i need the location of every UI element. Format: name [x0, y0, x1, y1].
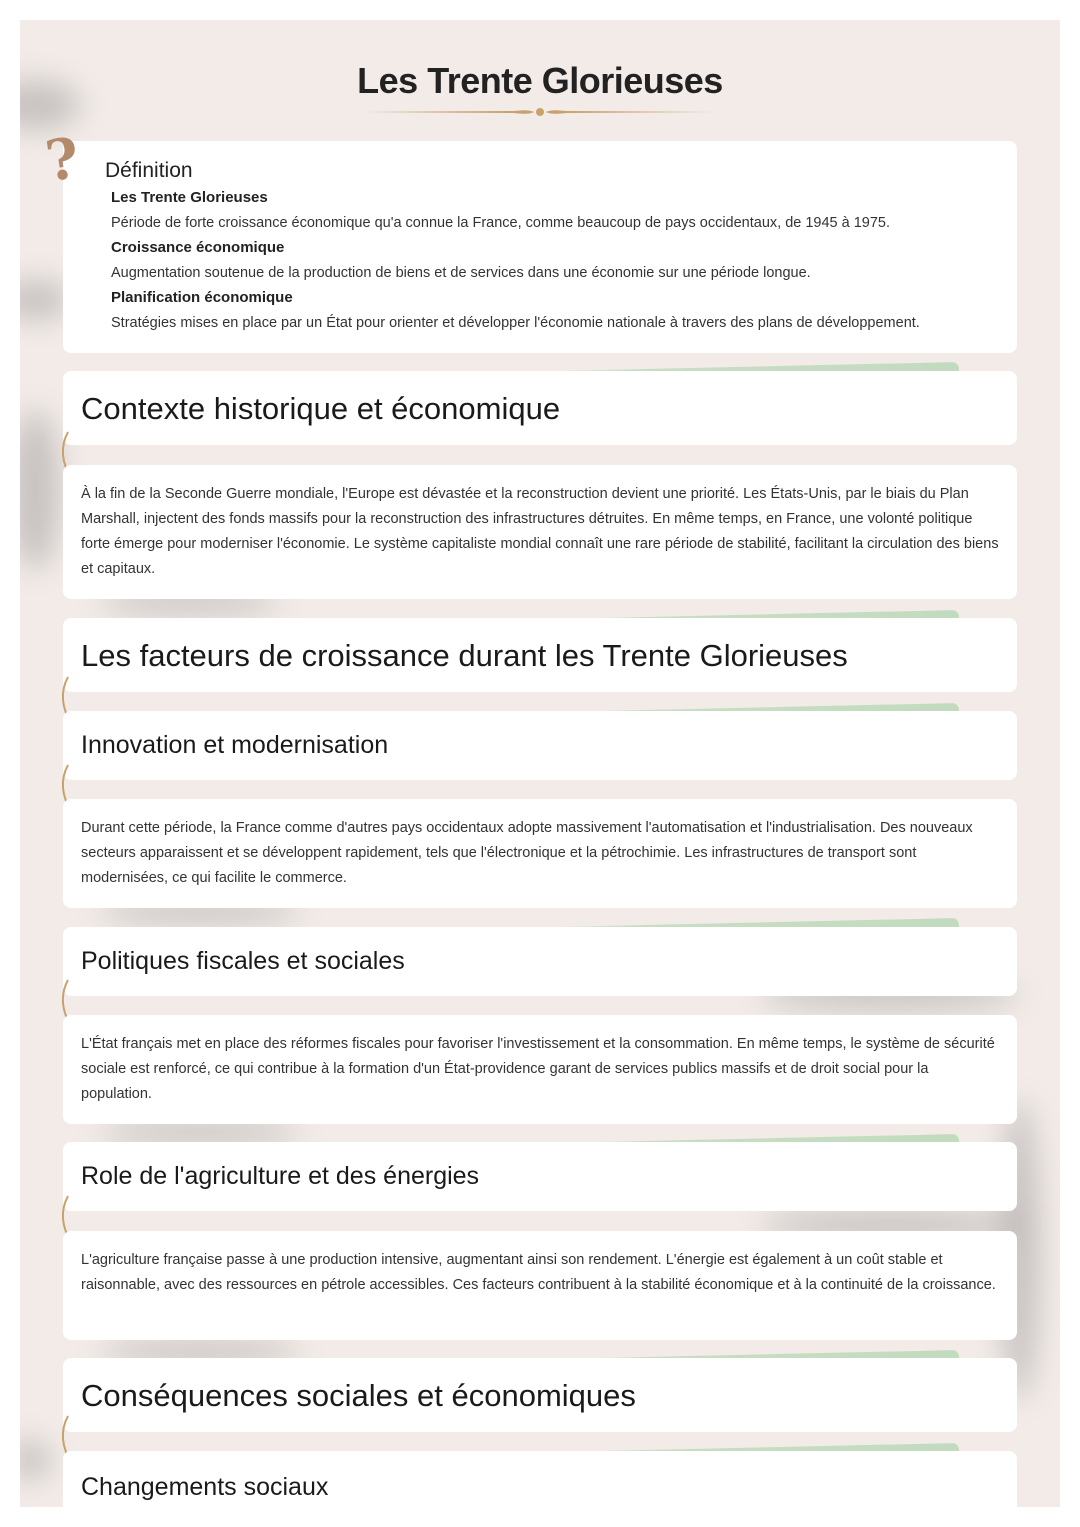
subsection-heading: Innovation et modernisation [81, 731, 389, 759]
section-paragraph: L'agriculture française passe à une production intensive, augmentant ainsi son rendement. L'énergie est également à un coût stable et raisonnable, avec des ressources en pétrole accessibles. Ces facteurs contribuent à la stabilité économique et à la continuité de la croissance. [81, 1252, 996, 1293]
section-heading-card [63, 1358, 1017, 1432]
section-paragraph: L'État français met en place des réformes fiscales pour favoriser l'investissement et la consommation. En même temps, le système de sécurité sociale est renforcé, ce qui contribue à la formation d'un État-providence garant de services publics massifs et de droit social pour la population. [81, 1036, 995, 1102]
section-heading: Contexte historique et économique [81, 391, 561, 426]
definition-text: Stratégies mises en place par un État pour orienter et développer l'économie nationale à travers des plans de développement. [111, 315, 920, 331]
definition-term: Planification économique [111, 289, 293, 306]
section-heading-card [63, 711, 1017, 780]
section-heading: Conséquences sociales et économiques [81, 1378, 636, 1413]
section-heading: Les facteurs de croissance durant les Trente Glorieuses [81, 638, 848, 673]
title-ornament-divider [364, 106, 716, 118]
definition-text: Période de forte croissance économique qu'a connue la France, comme beaucoup de pays occidentaux, de 1945 à 1975. [111, 215, 891, 231]
subsection-heading: Changements sociaux [81, 1473, 329, 1501]
section-text-card [63, 1231, 1017, 1340]
section-text-card [63, 465, 1017, 599]
definition-term: Croissance économique [111, 239, 285, 256]
subsection-heading: Role de l'agriculture et des énergies [81, 1162, 480, 1190]
section-paragraph: À la fin de la Seconde Guerre mondiale, l'Europe est dévastée et la reconstruction devient une priorité. Les États-Unis, par le biais du Plan Marshall, injectent des fonds massifs pour la reconstruction des infrastructures détruites. En même temps, en France, une volonté politique forte émerge pour moderniser l'économie. Le système capitaliste mondial connaît une rare période de stabilité, facilitant la circulation des biens et capitaux. [81, 486, 999, 577]
definition-card [63, 141, 1017, 353]
section-heading-card [63, 1142, 1017, 1211]
question-mark-icon: ? [41, 125, 84, 195]
section-heading-card [63, 618, 1017, 692]
section-heading-card [63, 927, 1017, 996]
definition-term: Les Trente Glorieuses [111, 189, 268, 206]
section-paragraph: Durant cette période, la France comme d'autres pays occidentaux adopte massivement l'automatisation et l'industrialisation. Des nouveaux secteurs apparaissent et se développent rapidement, tels que l'électronique et la pétrochimie. Les infrastructures de transport sont modernisées, ce qui facilite le commerce. [81, 820, 973, 886]
document-page [20, 20, 1060, 1507]
leaf-shadow-decoration [20, 1440, 50, 1480]
definition-text: Augmentation soutenue de la production de biens et de services dans une économie sur une période longue. [111, 265, 811, 281]
subsection-heading: Politiques fiscales et sociales [81, 947, 405, 975]
section-text-card [63, 799, 1017, 908]
section-heading-card [63, 371, 1017, 445]
page-title: Les Trente Glorieuses [357, 60, 723, 101]
section-text-card [63, 1015, 1017, 1124]
section-heading-card [63, 1451, 1017, 1507]
definition-heading: Définition [105, 159, 193, 182]
